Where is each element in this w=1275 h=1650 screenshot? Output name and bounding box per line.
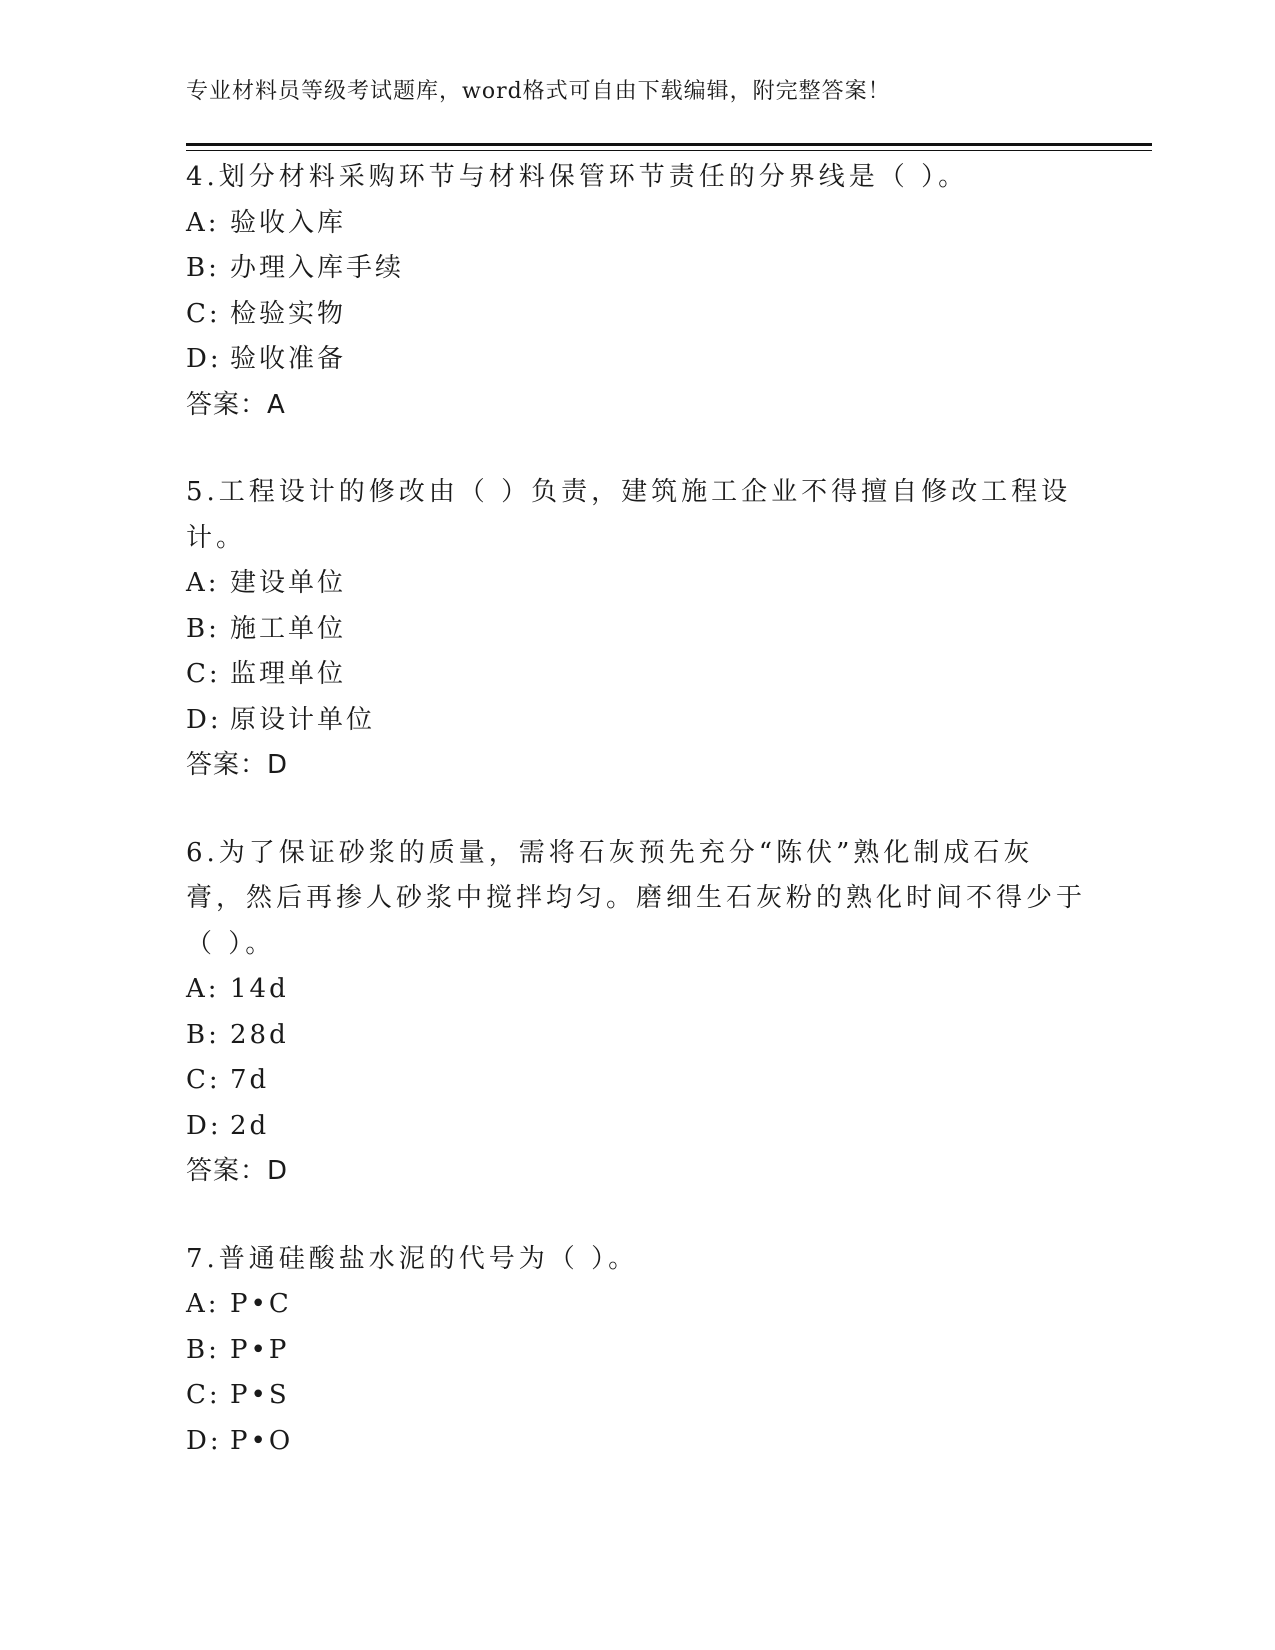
option-c [186,1058,1086,1104]
option-text: 28d [230,1019,289,1050]
option-d [186,698,1086,744]
option-text: P•O [230,1425,294,1456]
option-a [186,967,1086,1013]
option-label: B: [186,1334,220,1365]
option-d [186,1104,1086,1150]
question-list [186,155,1086,1506]
option-label: A: [186,1289,220,1319]
header-rule-thin [186,150,1152,151]
question-text: 7.普通硅酸盐水泥的代号为（ ）。 [186,1243,639,1274]
option-text: 办理入库手续 [230,253,405,283]
question-text: 4.划分材料采购环节与材料保管环节责任的分界线是（ ）。 [186,162,969,192]
option-text: 14d [230,974,289,1004]
option-c [186,292,1086,338]
option-text: 7d [230,1065,270,1095]
option-label: C: [186,1380,221,1410]
header-rule-thick [186,143,1152,146]
option-label: A: [186,207,220,238]
option-label: B: [186,253,220,283]
option-text: 原设计单位 [230,704,376,735]
option-a [186,561,1086,607]
option-text: 2d [230,1110,270,1141]
option-text: 建设单位 [230,568,347,598]
option-c [186,652,1086,698]
option-text: P•S [230,1380,290,1410]
question-5 [186,470,1086,789]
option-label: C: [186,298,221,329]
option-d [186,337,1086,383]
option-label: D: [186,344,222,374]
option-text: 监理单位 [230,659,347,689]
option-label: B: [186,613,220,644]
option-label: A: [186,974,220,1004]
option-text: P•C [230,1289,292,1319]
option-label: A: [186,568,220,598]
question-text: 6.为了保证砂浆的质量，需将石灰预先充分“陈伏”熟化制成石灰膏，然后再掺人砂浆中搅拌均匀。磨细生石灰粉的熟化时间不得少于（ ）。 [186,837,1087,959]
option-c [186,1373,1086,1419]
option-b [186,1328,1086,1374]
option-label: C: [186,659,221,689]
option-b [186,246,1086,292]
question-6 [186,831,1086,1195]
option-label: D: [186,704,222,735]
option-label: D: [186,1425,222,1456]
option-b [186,1013,1086,1059]
answer-line: 答案：D [186,1156,289,1186]
question-text: 5.工程设计的修改由（ ）负责，建筑施工企业不得擅自修改工程设计。 [186,477,1072,553]
question-7 [186,1237,1086,1465]
option-a [186,201,1086,247]
option-text: 检验实物 [230,298,347,329]
option-a [186,1282,1086,1328]
option-b [186,607,1086,653]
question-4 [186,155,1086,428]
answer-line: 答案：A [186,389,286,420]
option-label: D: [186,1110,222,1141]
option-label: B: [186,1019,220,1050]
option-d [186,1419,1086,1465]
header-note: 专业材料员等级考试题库，word格式可自由下载编辑，附完整答案！ [186,79,891,104]
option-text: 施工单位 [230,613,347,644]
answer-line: 答案：D [186,750,289,780]
option-text: P•P [230,1334,290,1365]
option-text: 验收准备 [230,344,347,374]
option-label: C: [186,1065,221,1095]
option-text: 验收入库 [230,207,347,238]
